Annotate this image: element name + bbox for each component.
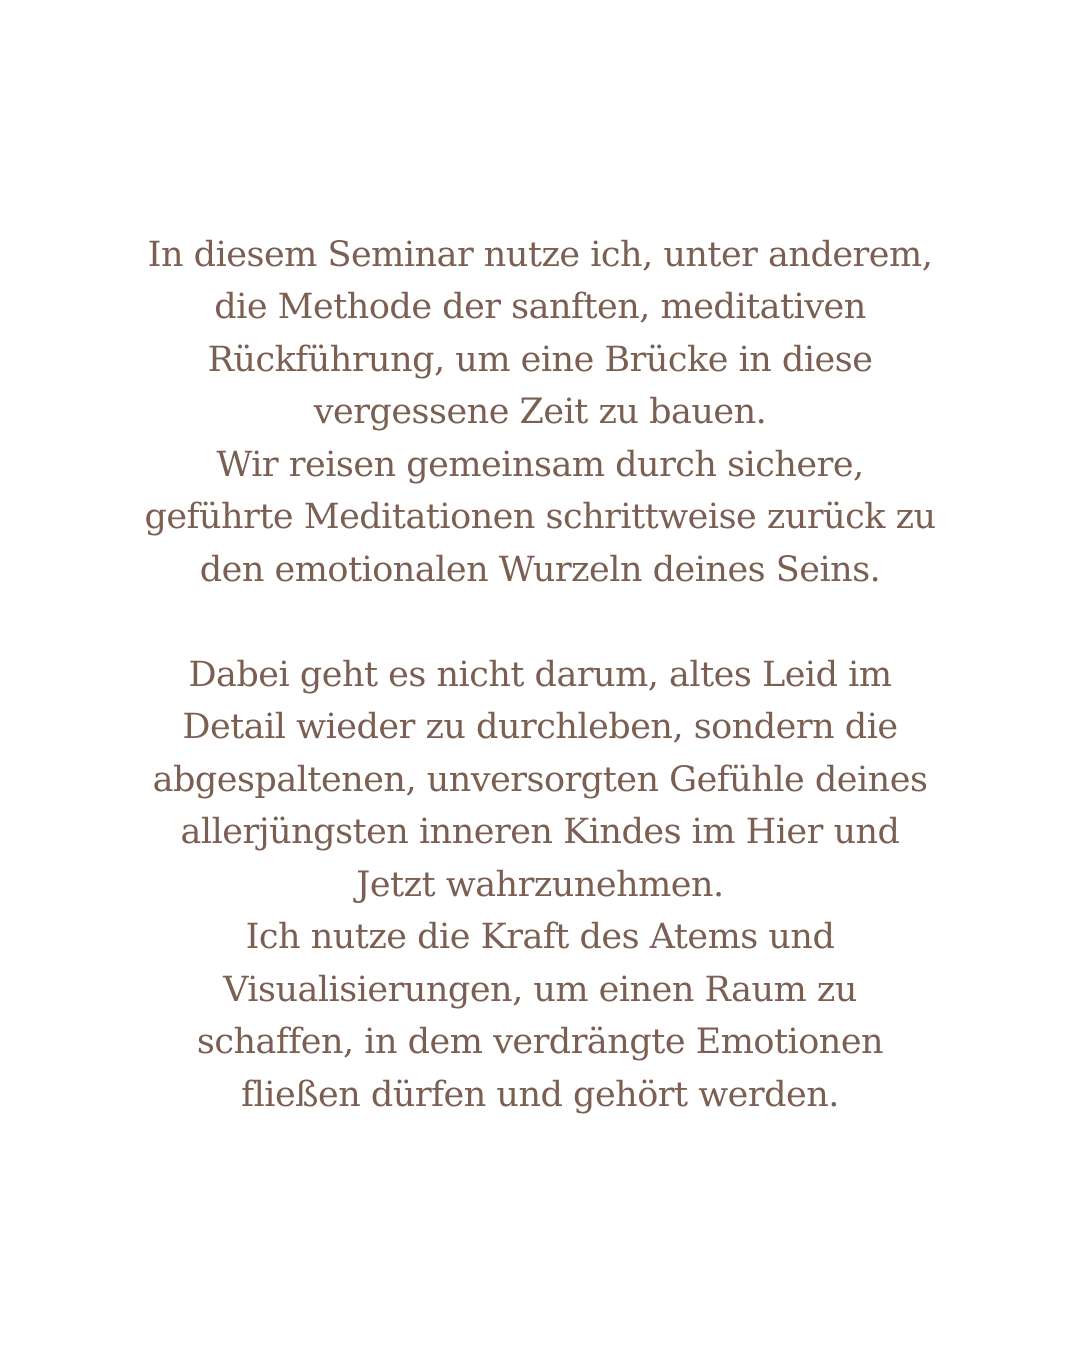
text-line: allerjüngsten inneren Kindes im Hier und: [180, 812, 900, 853]
text-line: geführte Meditationen schrittweise zurück zu: [144, 497, 936, 538]
text-line: vergessene Zeit zu bauen.: [313, 392, 767, 433]
text-line: Rückführung, um eine Brücke in diese: [207, 339, 873, 380]
body-text: [90, 229, 990, 1122]
text-line: die Methode der sanften, meditativen: [214, 287, 866, 328]
text-line: Ich nutze die Kraft des Atems und: [245, 917, 835, 958]
paragraph-2: [90, 649, 990, 1122]
text-line: Wir reisen gemeinsam durch sichere,: [216, 444, 864, 485]
text-line: Dabei geht es nicht darum, altes Leid im: [188, 654, 892, 695]
paragraph-spacer: [90, 596, 990, 649]
text-line: Detail wieder zu durchleben, sondern die: [182, 707, 898, 748]
text-line: Jetzt wahrzunehmen.: [356, 864, 724, 905]
text-line: den emotionalen Wurzeln deines Seins.: [199, 549, 881, 590]
text-line: Visualisierungen, um einen Raum zu: [223, 969, 857, 1010]
text-line: schaffen, in dem verdrängte Emotionen: [196, 1022, 884, 1063]
text-line: fließen dürfen und gehört werden.: [241, 1074, 839, 1115]
text-line: abgespaltenen, unversorgten Gefühle deines: [152, 759, 928, 800]
paragraph-1: [90, 229, 990, 597]
text-line: In diesem Seminar nutze ich, unter anderem,: [147, 234, 933, 275]
